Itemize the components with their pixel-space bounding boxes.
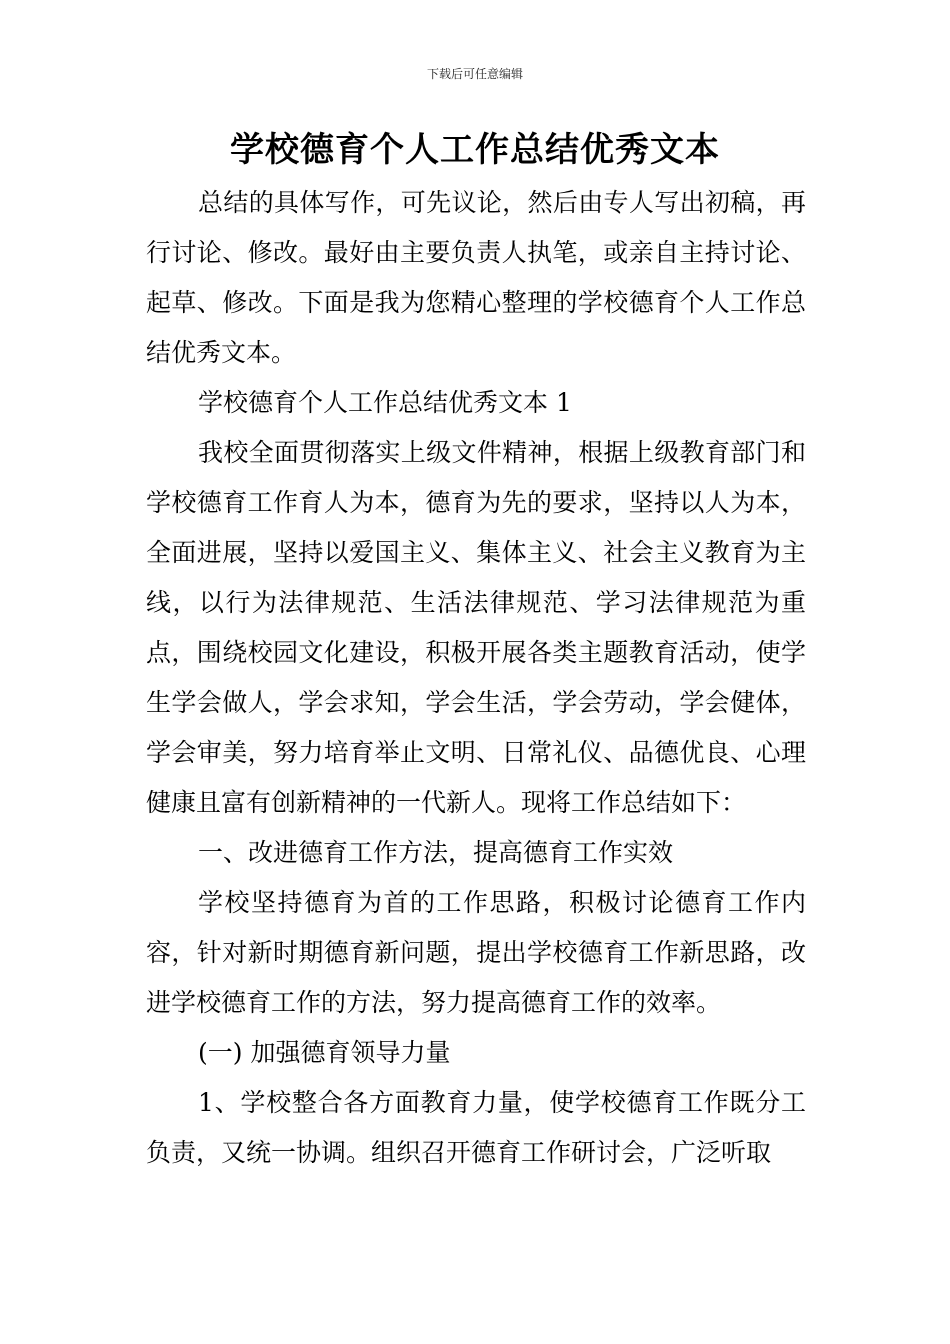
subsection-heading-1: (一) 加强德育领导力量 bbox=[198, 1038, 451, 1067]
document-body bbox=[146, 178, 806, 1178]
body-paragraph: 学校坚持德育为首的工作思路，积极讨论德育工作内容，针对新时期德育新问题，提出学校德育工作新思路，改进学校德育工作的方法，努力提高德育工作的效率。 bbox=[146, 888, 806, 1017]
document-title: 学校德育个人工作总结优秀文本 bbox=[230, 130, 720, 170]
section-heading-text-1: 学校德育个人工作总结优秀文本 1 bbox=[198, 388, 572, 417]
intro-paragraph: 总结的具体写作，可先议论，然后由专人写出初稿，再行讨论、修改。最好由主要负责人执笔，或亲自主持讨论、起草、修改。下面是我为您精心整理的学校德育个人工作总结优秀文本。 bbox=[146, 188, 806, 367]
header-note: 下载后可任意编辑 bbox=[426, 67, 523, 81]
body-paragraph: 1、学校整合各方面教育力量，使学校德育工作既分工负责，又统一协调。组织召开德育工作研讨会，广泛听取 bbox=[146, 1088, 806, 1167]
section-heading-1: 一、改进德育工作方法，提高德育工作实效 bbox=[198, 838, 674, 867]
body-paragraph: 我校全面贯彻落实上级文件精神，根据上级教育部门和学校德育工作育人为本，德育为先的要求，坚持以人为本，全面进展，坚持以爱国主义、集体主义、社会主义教育为主线，以行为法律规范、生活法律规范、学习法律规范为重点，围绕校园文化建设，积极开展各类主题教育活动，使学生学会做人，学会求知，学会生活，学会劳动，学会健体，学会审美，努力培育举止文明、日常礼仪、品德优良、心理健康且富有创新精神的一代新人。现将工作总结如下： bbox=[146, 438, 806, 817]
